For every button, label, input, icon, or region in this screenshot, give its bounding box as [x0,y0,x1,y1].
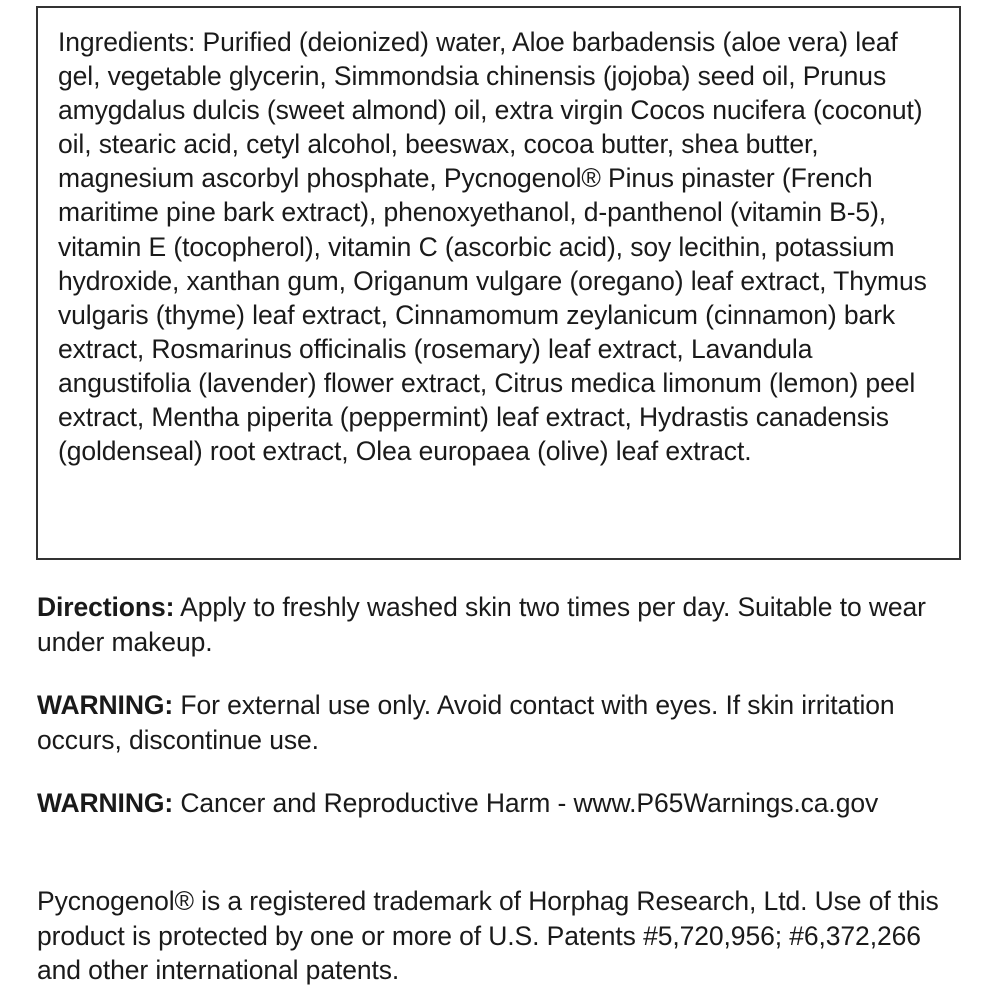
directions-section [37,590,967,659]
ingredients-text: Ingredients: Purified (deionized) water, Aloe barbadensis (aloe vera) leaf gel, vegetable glycerin, Simmondsia chinensis (jojoba) seed oil, Prunus amygdalus dulcis (sweet almond) oil, extra virgin Cocos nucifera (coconut) oil, stearic acid, cetyl alcohol, beeswax, cocoa butter, shea butter, magnesium ascorbyl phosphate, Pycnogenol® Pinus pinaster (French maritime pine bark extract), phenoxyethanol, d-panthenol (vitamin B-5), vitamin E (tocopherol), vitamin C (ascorbic acid), soy lecithin, potassium hydroxide, xanthan gum, Origanum vulgare (oregano) leaf extract, Thymus vulgaris (thyme) leaf extract, Cinnamomum zeylanicum (cinnamon) bark extract, Rosmarinus officinalis (rosemary) leaf extract, Lavandula angustifolia (lavender) flower extract, Citrus medica limonum (lemon) peel extract, Mentha piperita (peppermint) leaf extract, Hydrastis canadensis (goldenseal) root extract, Olea europaea (olive) leaf extract. [58,27,927,467]
warning-p65-text: Cancer and Reproductive Harm - www.P65Warnings.ca.gov [180,788,879,818]
directions-label: Directions: [37,592,175,622]
trademark-notice: Pycnogenol® is a registered trademark of Horphag Research, Ltd. Use of this product is protected by one or more of U.S. Patents #5,720,956; #6,372,266 and other international patents. [37,886,939,985]
ingredients-box [36,6,961,560]
warning-p65-section [37,786,967,821]
warning-external-section [37,688,967,757]
warning-p65-label: WARNING: [37,788,174,818]
warning-external-label: WARNING: [37,690,174,720]
directions-text: Apply to freshly washed skin two times per day. Suitable to wear under makeup. [37,592,926,657]
warning-external-text: For external use only. Avoid contact with eyes. If skin irritation occurs, discontinue use. [37,690,895,755]
